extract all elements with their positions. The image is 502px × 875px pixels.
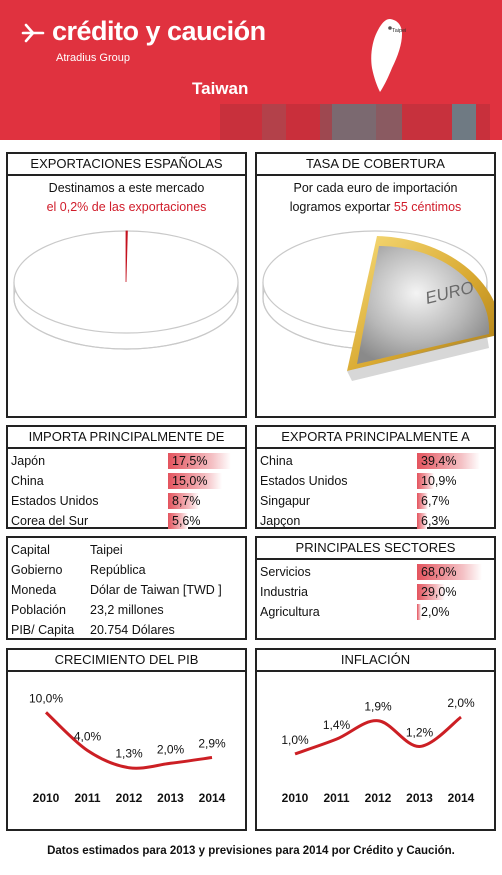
bar-row	[8, 491, 245, 511]
taiwan-map-icon	[360, 16, 412, 94]
gdp-growth-panel	[6, 648, 247, 831]
bar-row-label: Industria	[260, 585, 308, 599]
data-label: 10,0%	[28, 691, 64, 706]
bar-row-value: 10,9%	[421, 474, 457, 488]
coverage-prefix: logramos exportar	[289, 200, 394, 214]
info-value: República	[90, 563, 146, 577]
coverage-line1: Por cada euro de importación	[293, 181, 458, 195]
strip-block	[402, 104, 452, 140]
data-label: 2,0%	[156, 742, 185, 757]
data-label: 1,0%	[281, 732, 309, 747]
strip-block	[286, 104, 320, 140]
series-line	[295, 717, 461, 754]
exports-to-panel	[255, 425, 496, 529]
coverage-value: 55 céntimos	[393, 200, 462, 214]
exports-share-text	[8, 179, 245, 217]
info-row	[8, 600, 245, 620]
exports-share-value: 0,2%	[59, 200, 89, 214]
bar-row-value: 5,6%	[172, 514, 201, 528]
map-city-label: Taipei	[392, 28, 407, 34]
bar-row-value: 17,5%	[172, 454, 208, 468]
bar-row-label: Agricultura	[260, 605, 320, 619]
x-tick-label: 2012	[115, 791, 143, 805]
exports-share-line1: Destinamos a este mercado	[48, 181, 205, 195]
coverage-title: TASA DE COBERTURA	[257, 154, 494, 176]
bar-row-label: China	[11, 474, 44, 488]
info-value: Taipei	[90, 543, 123, 557]
x-tick-label: 2012	[364, 791, 392, 805]
info-key: Población	[11, 603, 66, 617]
bar-row-value: 39,4%	[421, 454, 457, 468]
x-tick-label: 2013	[157, 791, 184, 805]
brand-logo-icon	[20, 20, 46, 46]
data-label: 1,4%	[322, 718, 351, 733]
bar-row-label: Corea del Sur	[11, 514, 89, 528]
bar-row-value: 8,7%	[172, 494, 201, 508]
info-value: Dólar de Taiwan [TWD ]	[90, 583, 222, 597]
exports-share-suffix: de las exportaciones	[88, 200, 207, 214]
imports-panel	[6, 425, 247, 529]
country-info-rows	[8, 540, 245, 640]
x-tick-label: 2014	[198, 791, 226, 805]
info-row	[8, 620, 245, 640]
header-banner	[0, 0, 502, 140]
strip-block	[220, 104, 262, 140]
bar-row-value: 2,0%	[421, 605, 450, 619]
bar-row-label: Estados Unidos	[260, 474, 348, 488]
data-label: 4,0%	[73, 729, 102, 744]
info-value: 20.754 Dólares	[90, 623, 175, 637]
bar-row	[8, 471, 245, 491]
bar-row-label: Japçon	[260, 514, 301, 528]
coverage-coin-chart	[257, 216, 494, 416]
info-key: PIB/ Capita	[11, 623, 75, 637]
strip-block	[332, 104, 376, 140]
sectors-panel	[255, 536, 496, 640]
footer-note: Datos estimados para 2013 y previsiones para 2014 por Crédito y Caución.	[47, 845, 455, 857]
bar-row	[257, 562, 494, 582]
exports-share-pie	[8, 216, 245, 416]
info-value: 23,2 millones	[90, 603, 164, 617]
coverage-panel	[255, 152, 496, 418]
strip-block	[476, 104, 490, 140]
bar-row-value: 68,0%	[421, 565, 457, 579]
imports-rows	[8, 449, 245, 531]
info-row	[8, 540, 245, 560]
exports-to-title: EXPORTA PRINCIPALMENTE A	[257, 427, 494, 449]
exports-share-line2	[8, 198, 245, 217]
brand-name: crédito y caución	[52, 16, 266, 46]
x-tick-label: 2010	[32, 791, 60, 805]
bar-row	[257, 582, 494, 602]
imports-title: IMPORTA PRINCIPALMENTE DE	[8, 427, 245, 449]
bar-row	[8, 451, 245, 471]
sectors-title: PRINCIPALES SECTORES	[257, 538, 494, 560]
data-label: 2,9%	[198, 736, 226, 751]
x-tick-label: 2014	[447, 791, 475, 805]
info-key: Gobierno	[11, 563, 63, 577]
bar-row-value: 6,3%	[421, 514, 450, 528]
bar-row	[257, 491, 494, 511]
country-info-panel	[6, 536, 247, 640]
inflation-panel	[255, 648, 496, 831]
data-label: 2,0%	[447, 696, 475, 711]
strip-block	[452, 104, 476, 140]
inflation-title: INFLACIÓN	[257, 650, 494, 672]
bar-row	[257, 602, 494, 622]
bar-row	[8, 511, 245, 531]
data-label: 1,3%	[115, 746, 143, 761]
x-tick-label: 2010	[281, 791, 309, 805]
bar-row	[257, 451, 494, 471]
info-key: Capital	[11, 543, 50, 557]
exports-share-prefix: el	[46, 200, 60, 214]
bar-row-label: Estados Unidos	[11, 494, 99, 508]
bar-row	[257, 471, 494, 491]
coverage-text	[257, 179, 494, 217]
bar-row-label: Singapur	[260, 494, 311, 508]
sectors-rows	[257, 560, 494, 622]
data-label: 1,9%	[364, 699, 392, 714]
x-tick-label: 2011	[323, 791, 350, 805]
bar-row-value: 29,0%	[421, 585, 457, 599]
info-row	[8, 580, 245, 600]
bar-row-value: 15,0%	[172, 474, 208, 488]
strip-block	[262, 104, 286, 140]
info-row	[8, 560, 245, 580]
exports-to-rows	[257, 449, 494, 531]
header-color-strip	[0, 104, 502, 140]
bar-row	[257, 511, 494, 531]
strip-block	[320, 104, 332, 140]
x-tick-label: 2013	[406, 791, 433, 805]
data-label: 1,2%	[405, 725, 434, 740]
gdp-growth-title: CRECIMIENTO DEL PIB	[8, 650, 245, 672]
info-key: Moneda	[11, 583, 57, 597]
inflation-chart	[257, 672, 494, 829]
x-tick-label: 2011	[74, 791, 101, 805]
country-title: Taiwan	[192, 79, 249, 98]
bar-row-label: Servicios	[260, 565, 311, 579]
gdp-growth-chart	[8, 672, 245, 829]
bar-row-label: Japón	[11, 454, 46, 468]
coverage-line2	[257, 198, 494, 217]
bar-row-value: 6,7%	[421, 494, 450, 508]
strip-block	[376, 104, 402, 140]
exports-share-title: EXPORTACIONES ESPAÑOLAS	[8, 154, 245, 176]
bar-row-label: China	[260, 454, 293, 468]
exports-share-panel	[6, 152, 247, 418]
euro-coin-text: EURO	[423, 277, 476, 308]
brand-subtitle: Atradius Group	[56, 52, 130, 64]
